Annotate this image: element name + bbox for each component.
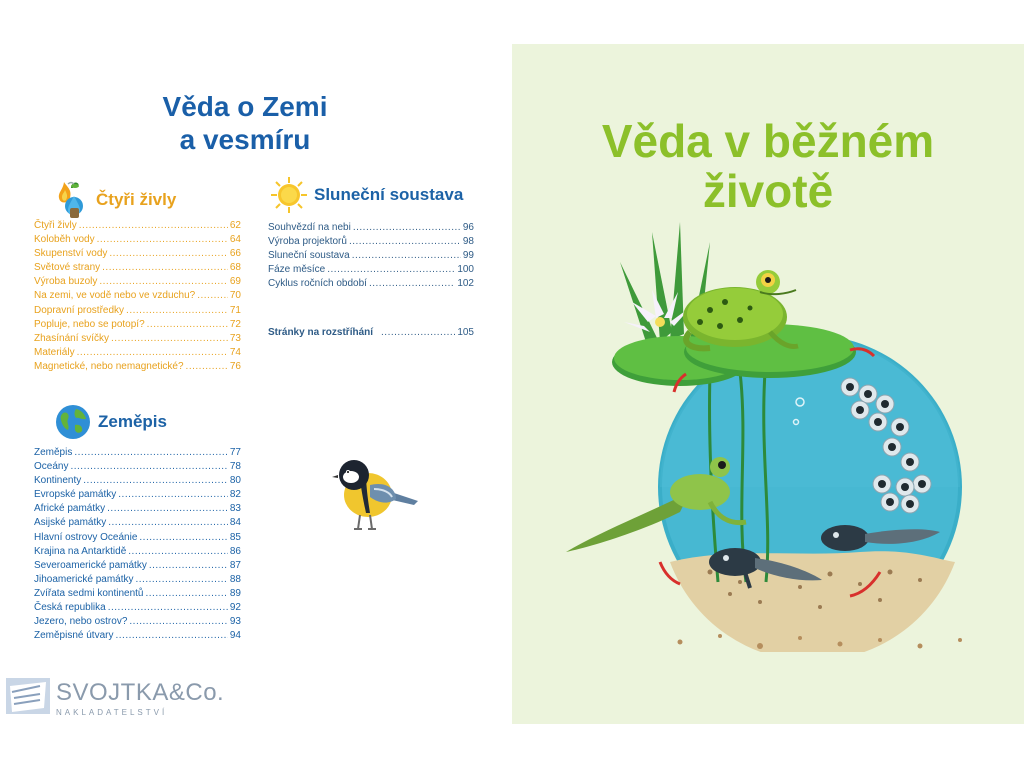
toc-page-number: 92: [229, 602, 241, 614]
toc-label: Popluje, nebo se potopí?: [34, 318, 145, 330]
toc-row-zemepis[interactable]: [34, 545, 241, 559]
toc-row-ctyri-zivly[interactable]: [34, 289, 241, 303]
toc-leader-dots: [147, 318, 228, 332]
toc-page-number: 96: [462, 222, 474, 233]
toc-label: Oceány: [34, 461, 69, 473]
toc-leader-dots: [135, 573, 227, 587]
toc-row-ctyri-zivly[interactable]: [34, 332, 241, 346]
toc-row-zemepis[interactable]: [34, 516, 241, 530]
toc-page-number: 88: [229, 573, 241, 585]
toc-page-number: 68: [229, 262, 241, 274]
toc-zemepis: [34, 446, 241, 643]
toc-row-slunecni-soustava[interactable]: [268, 249, 474, 263]
toc-leader-dots: [97, 233, 228, 247]
toc-page-number: 86: [229, 545, 241, 557]
toc-page-number: 85: [229, 531, 241, 543]
heading-ctyri-zivly: [50, 178, 176, 222]
toc-leader-dots: [102, 261, 228, 275]
toc-leader-dots: [149, 559, 228, 573]
toc-leader-dots: [352, 249, 461, 263]
heading-slunecni-soustava: [270, 176, 463, 214]
toc-extra-row[interactable]: [268, 326, 474, 340]
toc-row-ctyri-zivly[interactable]: [34, 233, 241, 247]
right-page-title: [548, 116, 988, 216]
toc-extra-page: 105: [457, 327, 474, 338]
toc-label: Výroba projektorů: [268, 236, 347, 248]
toc-row-slunecni-soustava[interactable]: [268, 277, 474, 291]
frog-life-cycle-illustration: [560, 222, 980, 652]
toc-leader-dots: [146, 587, 228, 601]
toc-ctyri-zivly: [34, 219, 241, 374]
toc-label: Zvířata sedmi kontinentů: [34, 587, 144, 599]
toc-label: Hlavní ostrovy Oceánie: [34, 531, 138, 543]
toc-leader-dots: [129, 615, 227, 629]
toc-row-zemepis[interactable]: [34, 615, 241, 629]
toc-row-zemepis[interactable]: [34, 587, 241, 601]
toc-slunecni-soustava: [268, 221, 474, 291]
toc-leader-dots: [107, 502, 228, 516]
toc-row-ctyri-zivly[interactable]: [34, 247, 241, 261]
toc-leader-dots: [111, 332, 228, 346]
heading-zemepis-text: Zeměpis: [98, 412, 167, 431]
toc-row-zemepis[interactable]: [34, 460, 241, 474]
toc-row-zemepis[interactable]: [34, 474, 241, 488]
toc-row-ctyri-zivly[interactable]: [34, 275, 241, 289]
toc-leader-dots: [186, 360, 228, 374]
toc-label: Zeměpisné útvary: [34, 630, 114, 642]
publisher-logo-icon: [6, 678, 50, 714]
toc-leader-dots: [128, 545, 228, 559]
toc-label: Česká republika: [34, 602, 106, 614]
toc-row-zemepis[interactable]: [34, 502, 241, 516]
toc-page-number: 64: [229, 234, 241, 246]
toc-label: Čtyři živly: [34, 220, 77, 231]
toc-leader-dots: [115, 629, 227, 643]
publisher-subtitle: NAKLADATELSTVÍ: [56, 708, 168, 717]
globe-icon: [54, 403, 92, 441]
section-title: [120, 90, 370, 156]
toc-row-zemepis[interactable]: [34, 446, 241, 460]
toc-leader-dots: [369, 277, 455, 291]
toc-page-number: 76: [229, 360, 241, 372]
toc-leader-dots: [108, 601, 228, 615]
section-title-line2: a vesmíru: [179, 124, 311, 155]
toc-label: Sluneční soustava: [268, 250, 350, 262]
toc-leader-dots: [77, 346, 228, 360]
toc-label: Koloběh vody: [34, 234, 95, 246]
publisher-name: SVOJTKA&Co.: [56, 679, 225, 706]
toc-page-number: 99: [462, 250, 474, 262]
toc-label: Magnetické, nebo nemagnetické?: [34, 360, 184, 372]
toc-page-number: 100: [457, 264, 474, 276]
toc-label: Severoamerické památky: [34, 559, 147, 571]
section-title-line1: Věda o Zemi: [162, 91, 328, 122]
toc-leader-dots: [109, 247, 228, 261]
toc-page-number: 89: [229, 587, 241, 599]
toc-row-zemepis[interactable]: [34, 559, 241, 573]
toc-label: Kontinenty: [34, 475, 82, 487]
bird-illustration: [330, 455, 422, 537]
toc-row-zemepis[interactable]: [34, 573, 241, 587]
toc-leader-dots: [139, 531, 227, 545]
toc-label: Skupenství vody: [34, 248, 108, 260]
heading-ctyri-zivly-text: Čtyři živly: [96, 190, 177, 209]
toc-row-ctyri-zivly[interactable]: [34, 318, 241, 332]
toc-label: Africké památky: [34, 503, 106, 515]
toc-page-number: 93: [229, 616, 241, 628]
toc-label: Na zemi, ve vodě nebo ve vzduchu?: [34, 290, 196, 302]
right-page-title-line1: Věda v běžném: [601, 115, 935, 167]
toc-leader-dots: [197, 289, 228, 303]
toc-label: Dopravní prostředky: [34, 304, 125, 316]
toc-label: Cyklus ročních období: [268, 278, 367, 290]
toc-page-number: 69: [229, 276, 241, 288]
toc-page-number: 98: [462, 236, 474, 248]
toc-leader-dots: [74, 446, 228, 460]
toc-page-number: 77: [229, 447, 241, 458]
toc-page-number: 73: [229, 332, 241, 344]
toc-label: Jezero, nebo ostrov?: [34, 616, 128, 628]
toc-label: Krajina na Antarktidě: [34, 545, 127, 557]
toc-page-number: 71: [229, 304, 241, 316]
right-page-title-line2: životě: [702, 165, 834, 217]
toc-page-number: 94: [229, 630, 241, 642]
toc-page-number: 70: [229, 290, 241, 302]
toc-row-ctyri-zivly[interactable]: [34, 219, 241, 233]
heading-zemepis: [54, 403, 167, 441]
toc-leader-dots: [126, 304, 228, 318]
toc-leader-dots: [118, 488, 228, 502]
toc-page-number: 102: [457, 278, 474, 290]
toc-page-number: 74: [229, 346, 241, 358]
toc-row-ctyri-zivly[interactable]: [34, 346, 241, 360]
toc-page-number: 66: [229, 248, 241, 260]
toc-page-number: 78: [229, 461, 241, 473]
toc-extra-label: Stránky na rozstříhání: [268, 327, 374, 338]
toc-label: Asijské památky: [34, 517, 107, 529]
toc-extra: [268, 326, 474, 340]
heading-slunecni-soustava-text: Sluneční soustava: [314, 185, 464, 204]
toc-page-number: 82: [229, 489, 241, 501]
toc-row-zemepis[interactable]: [34, 601, 241, 615]
toc-page-number: 83: [229, 503, 241, 515]
toc-leader-dots: [70, 460, 227, 474]
toc-label: Světové strany: [34, 262, 101, 274]
toc-label: Evropské památky: [34, 489, 117, 501]
toc-label: Zhasínání svíčky: [34, 332, 110, 344]
toc-label: Materiály: [34, 346, 75, 358]
toc-page-number: 62: [229, 220, 241, 231]
toc-page-number: 84: [229, 517, 241, 529]
toc-leader-dots: [327, 263, 455, 277]
toc-leader-dots: [79, 219, 228, 233]
toc-label: Jihoamerické památky: [34, 573, 134, 585]
toc-leader-dots: [99, 275, 228, 289]
toc-row-zemepis[interactable]: [34, 488, 241, 502]
toc-row-slunecni-soustava[interactable]: [268, 263, 474, 277]
four-elements-icon: [50, 178, 96, 222]
toc-label: Souhvězdí na nebi: [268, 222, 351, 233]
toc-label: Fáze měsíce: [268, 264, 326, 276]
toc-leader-dots: [108, 516, 228, 530]
toc-page-number: 80: [229, 475, 241, 487]
toc-page-number: 72: [229, 318, 241, 330]
toc-leader-dots: [349, 235, 461, 249]
toc-row-zemepis[interactable]: [34, 531, 241, 545]
toc-row-ctyri-zivly[interactable]: [34, 261, 241, 275]
publisher-logo: [6, 678, 224, 717]
toc-page-number: 87: [229, 559, 241, 571]
toc-row-slunecni-soustava[interactable]: [268, 221, 474, 235]
toc-row-ctyri-zivly[interactable]: [34, 360, 241, 374]
toc-row-slunecni-soustava[interactable]: [268, 235, 474, 249]
toc-row-zemepis[interactable]: [34, 629, 241, 643]
toc-label: Zeměpis: [34, 447, 73, 458]
sun-icon: [270, 176, 308, 214]
toc-leader-dots: [353, 221, 461, 235]
toc-row-ctyri-zivly[interactable]: [34, 304, 241, 318]
toc-label: Výroba buzoly: [34, 276, 98, 288]
toc-leader-dots: [83, 474, 228, 488]
